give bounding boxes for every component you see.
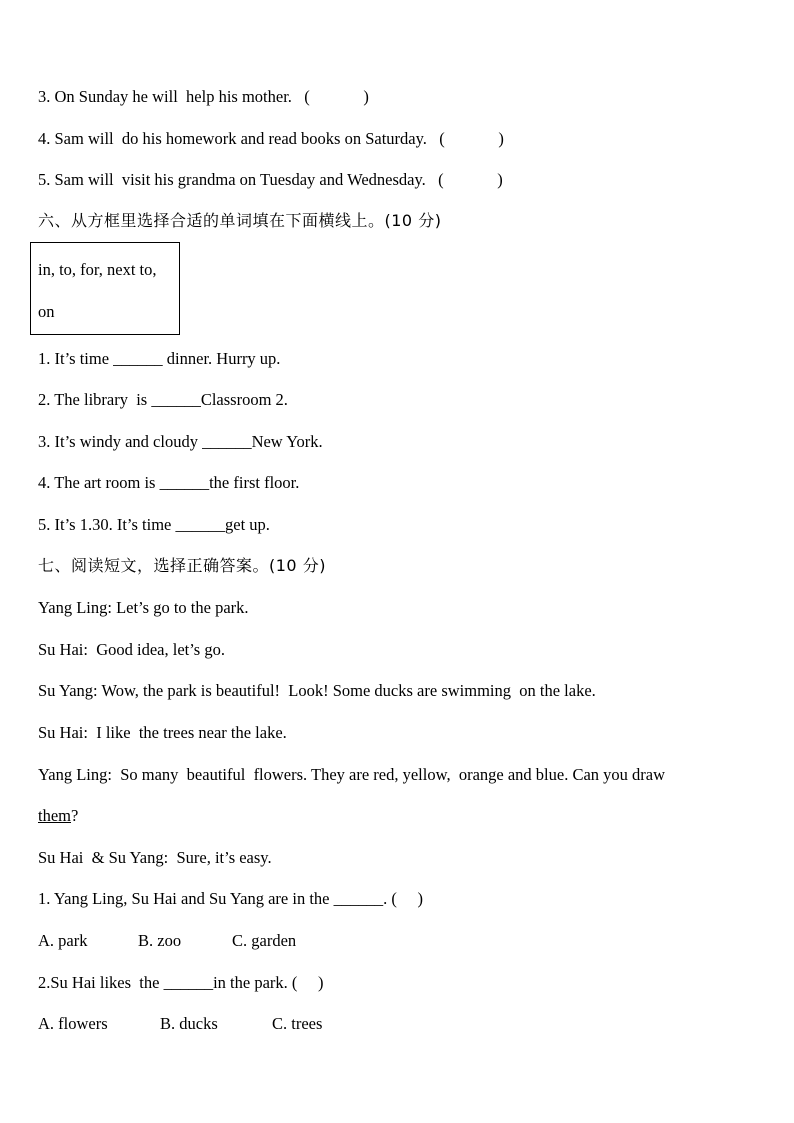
word-bank-box	[30, 242, 180, 335]
option-b: B. zoo	[138, 931, 182, 950]
fill-blank-question-5: 5. It’s 1.30. It’s time ______get up.	[38, 515, 270, 534]
question-mark: ?	[71, 806, 79, 825]
option-a: A. flowers	[38, 1014, 108, 1033]
dialogue-line-2: Su Hai: Good idea, let’s go.	[38, 640, 225, 659]
fill-blank-question-1: 1. It’s time ______ dinner. Hurry up.	[38, 349, 281, 368]
reading-question-2: 2.Su Hai likes the ______in the park. ( )	[38, 973, 324, 992]
word-bank-line-1: in, to, for, next to,	[38, 260, 157, 279]
word-bank-line-2: on	[38, 302, 55, 321]
dialogue-line-5-continued	[38, 805, 78, 827]
reading-question-1-options	[38, 930, 296, 952]
dialogue-line-4: Su Hai: I like the trees near the lake.	[38, 723, 287, 742]
fill-blank-question-2: 2. The library is ______Classroom 2.	[38, 390, 288, 409]
fill-blank-question-4: 4. The art room is ______the first floor.	[38, 473, 300, 492]
option-b: B. ducks	[160, 1014, 218, 1033]
option-c: C. trees	[272, 1014, 323, 1033]
underlined-word-them: them	[38, 806, 71, 825]
option-a: A. park	[38, 931, 88, 950]
dialogue-line-6: Su Hai & Su Yang: Sure, it’s easy.	[38, 848, 272, 867]
judgement-question-3: 3. On Sunday he will help his mother. ( )	[38, 87, 369, 106]
dialogue-line-1: Yang Ling: Let’s go to the park.	[38, 598, 249, 617]
section-6-heading: 六、从方框里选择合适的单词填在下面横线上。(10 分)	[38, 211, 442, 230]
dialogue-line-3: Su Yang: Wow, the park is beautiful! Look! Some ducks are swimming on the lake.	[38, 681, 596, 700]
judgement-question-5: 5. Sam will visit his grandma on Tuesday and Wednesday. ( )	[38, 170, 503, 189]
section-7-heading: 七、阅读短文，选择正确答案。(10 分)	[38, 556, 326, 575]
judgement-question-4: 4. Sam will do his homework and read books on Saturday. ( )	[38, 129, 504, 148]
option-c: C. garden	[232, 931, 297, 950]
reading-question-1: 1. Yang Ling, Su Hai and Su Yang are in the ______. ( )	[38, 889, 423, 908]
reading-question-2-options	[38, 1013, 322, 1035]
dialogue-line-5: Yang Ling: So many beautiful flowers. They are red, yellow, orange and blue. Can you draw	[38, 765, 666, 784]
fill-blank-question-3: 3. It’s windy and cloudy ______New York.	[38, 432, 323, 451]
